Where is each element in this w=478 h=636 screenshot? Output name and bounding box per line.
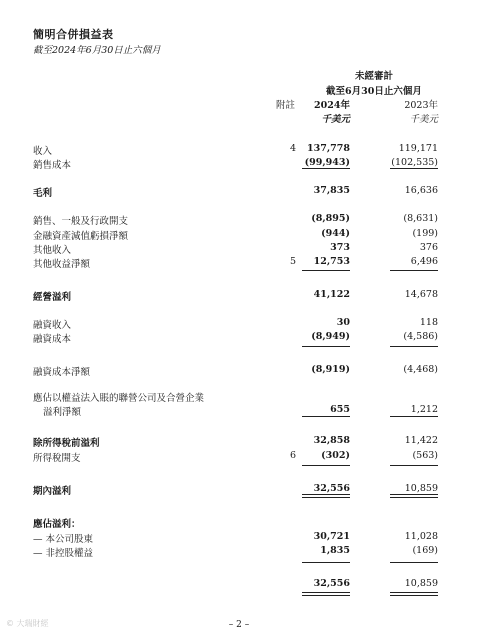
prior-period-value: 16,636: [404, 185, 438, 196]
current-period-value: (8,895): [311, 213, 350, 224]
row-label: 應佔以權益法入賬的聯營公司及合營企業: [33, 393, 205, 404]
divider: [302, 595, 350, 596]
prior-period-value: (199): [412, 228, 438, 239]
current-period-value: 41,122: [313, 289, 350, 300]
row-note: 4: [289, 143, 297, 154]
divider: [390, 595, 438, 596]
table-row: [0, 545, 478, 559]
current-period-value: 1,835: [320, 545, 350, 556]
prior-period-value: 6,496: [410, 256, 438, 267]
prior-period-value: (102,535): [391, 157, 438, 168]
divider: [390, 416, 438, 417]
row-label: 融資成本淨額: [33, 367, 91, 378]
row-label: 所得稅開支: [33, 453, 81, 464]
table-row: [0, 317, 478, 331]
row-label: — 本公司股東: [33, 534, 94, 545]
table-row: [0, 516, 478, 530]
divider: [302, 592, 350, 593]
table-row: [0, 213, 478, 227]
current-year-header: 2024年: [314, 100, 350, 111]
table-row: [0, 289, 478, 303]
divider: [390, 592, 438, 593]
prior-period-value: 376: [419, 242, 438, 253]
page-number: – 2 –: [228, 620, 250, 630]
prior-period-value: (4,586): [403, 331, 438, 342]
divider: [390, 168, 438, 169]
divider: [390, 497, 438, 498]
divider: [302, 168, 350, 169]
row-label: 銷售成本: [33, 160, 72, 171]
row-label: 金融資產減值虧損淨額: [33, 231, 129, 242]
current-period-value: 32,556: [313, 578, 350, 589]
row-label: 應佔溢利：: [33, 519, 81, 530]
row-label: 融資成本: [33, 334, 72, 345]
prior-period-value: 14,678: [404, 289, 438, 300]
current-period-value: (8,949): [311, 331, 350, 342]
divider: [390, 465, 438, 466]
prior-period-value: (563): [412, 450, 438, 461]
divider: [302, 562, 350, 563]
current-period-value: 12,753: [313, 256, 350, 267]
table-row: [0, 390, 478, 404]
table-row: [0, 364, 478, 378]
current-period-value: 37,835: [313, 185, 350, 196]
table-row: [0, 531, 478, 545]
current-period-value: (8,919): [311, 364, 350, 375]
row-note: 5: [289, 256, 297, 267]
row-label: 經營溢利: [33, 292, 72, 303]
prior-period-value: 10,859: [404, 483, 438, 494]
divider: [302, 497, 350, 498]
current-period-value: 32,858: [313, 435, 350, 446]
current-period-value: (944): [321, 228, 350, 239]
table-row: [0, 450, 478, 464]
prior-period-value: 1,212: [410, 404, 438, 415]
prior-period-value: (8,631): [403, 213, 438, 224]
divider: [390, 562, 438, 563]
table-row: [0, 185, 478, 199]
row-label: — 非控股權益: [33, 548, 94, 559]
table-row: [0, 435, 478, 449]
table-row: [0, 228, 478, 242]
statement-title: 簡明合併損益表: [33, 28, 114, 41]
prior-period-value: (169): [412, 545, 438, 556]
current-unit-header: 千美元: [321, 114, 350, 125]
table-row: [0, 578, 478, 592]
current-period-value: 32,556: [313, 483, 350, 494]
divider: [302, 465, 350, 466]
statement-subtitle: 截至2024年6月30日止六個月: [33, 45, 161, 56]
row-label: 融資收入: [33, 320, 72, 331]
table-row: [0, 331, 478, 345]
divider: [390, 346, 438, 347]
divider: [302, 346, 350, 347]
current-period-value: (302): [321, 450, 350, 461]
prior-period-value: (4,468): [403, 364, 438, 375]
table-row: [0, 143, 478, 157]
row-label: 溢利淨額: [43, 407, 82, 418]
row-label: 除所得稅前溢利: [33, 438, 100, 449]
watermark: © 大瑞財經: [6, 619, 49, 628]
row-label: 銷售、一般及行政開支: [33, 216, 129, 227]
prior-period-value: 10,859: [404, 578, 438, 589]
row-label: 毛利: [33, 188, 53, 199]
current-period-value: 655: [330, 404, 350, 415]
current-period-value: (99,943): [304, 157, 350, 168]
divider: [302, 416, 350, 417]
table-row: [0, 242, 478, 256]
current-period-value: 137,778: [307, 143, 350, 154]
current-period-value: 373: [330, 242, 350, 253]
note-column-header: 附註: [276, 100, 296, 111]
row-label: 期內溢利: [33, 486, 72, 497]
row-label: 收入: [33, 146, 53, 157]
prior-period-value: 118: [419, 317, 438, 328]
divider: [390, 494, 438, 495]
row-note: 6: [289, 450, 297, 461]
period-header: 截至6月30日止六個月: [326, 86, 422, 97]
table-row: [0, 256, 478, 270]
row-label: 其他收入: [33, 245, 72, 256]
prior-period-value: 11,028: [404, 531, 438, 542]
prior-unit-header: 千美元: [409, 114, 438, 125]
row-label: 其他收益淨額: [33, 259, 91, 270]
current-period-value: 30: [336, 317, 350, 328]
divider: [302, 494, 350, 495]
prior-year-header: 2023年: [404, 100, 438, 111]
unaudited-header: 未經審計: [355, 71, 394, 82]
prior-period-value: 11,422: [404, 435, 438, 446]
divider: [302, 270, 350, 271]
current-period-value: 30,721: [313, 531, 350, 542]
divider: [390, 270, 438, 271]
prior-period-value: 119,171: [398, 143, 438, 154]
